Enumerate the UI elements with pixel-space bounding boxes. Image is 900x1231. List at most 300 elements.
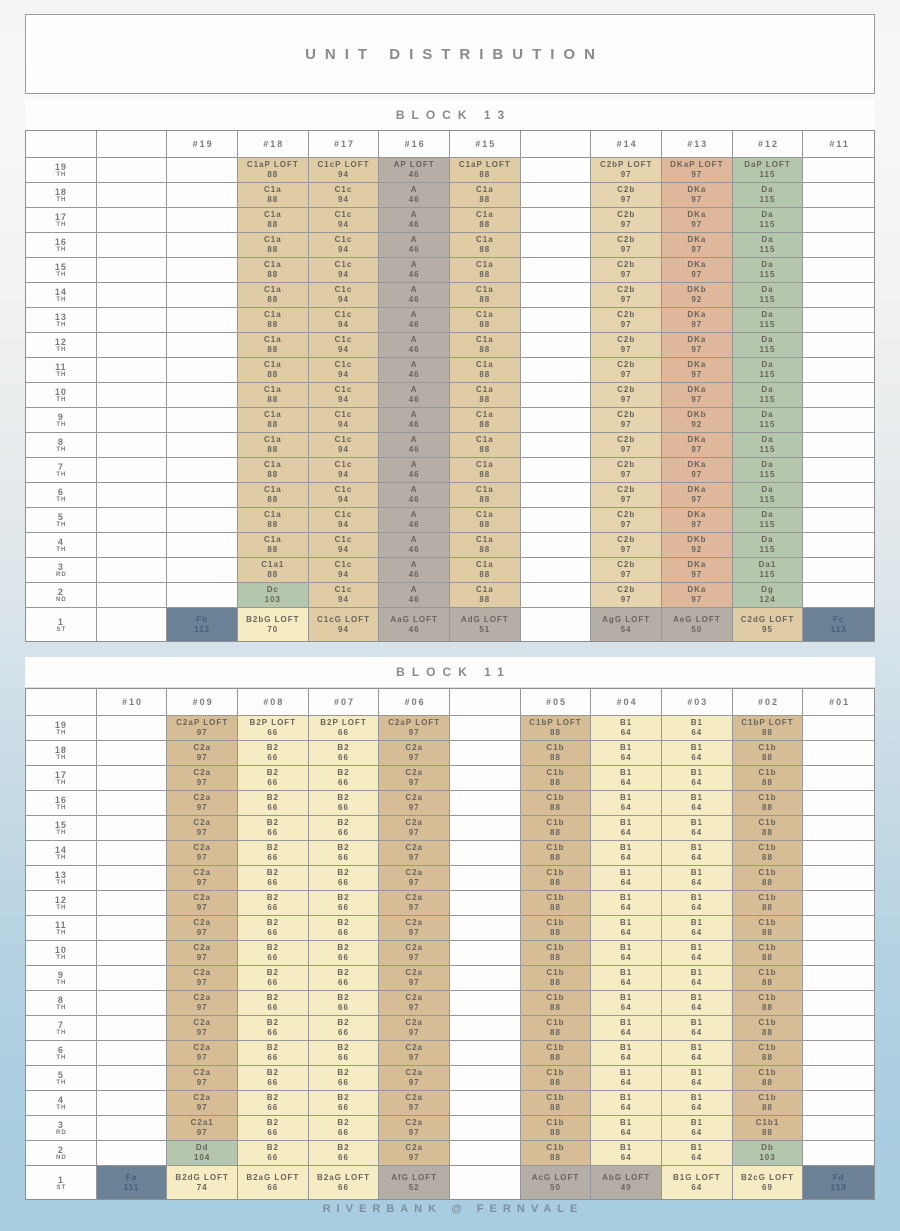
floor-label: 7 TH [26, 1016, 97, 1041]
unit-cell [662, 333, 733, 358]
empty-cell [803, 558, 874, 583]
unit-type: B2 [337, 793, 350, 802]
unit-cell [662, 991, 733, 1016]
empty-cell [803, 841, 874, 866]
unit-type: C1a [263, 410, 282, 419]
empty-cell [167, 583, 238, 608]
unit-cell [733, 483, 804, 508]
unit-type: C2b [617, 210, 636, 219]
unit-cell [97, 1166, 168, 1199]
unit-type: DKaP LOFT [670, 160, 724, 169]
unit-cell [521, 1166, 592, 1199]
empty-cell [97, 1141, 168, 1166]
unit-area: 97 [691, 395, 703, 404]
unit-cell [733, 158, 804, 183]
unit-area: 88 [550, 928, 561, 937]
unit-area: 88 [267, 320, 279, 329]
empty-cell [97, 816, 168, 841]
unit-cell [309, 508, 380, 533]
unit-cell [238, 741, 309, 766]
unit-cell [591, 1041, 662, 1066]
unit-cell [167, 916, 238, 941]
unit-area: 88 [550, 828, 561, 837]
empty-cell [97, 408, 168, 433]
unit-area: 94 [338, 595, 349, 604]
unit-cell [309, 841, 380, 866]
floor-label: 14 TH [26, 841, 97, 866]
empty-cell [97, 1041, 168, 1066]
empty-cell [450, 816, 521, 841]
unit-cell [238, 941, 309, 966]
unit-cell [238, 258, 309, 283]
floor-label: 16 TH [26, 791, 97, 816]
unit-cell [591, 966, 662, 991]
unit-type: DKa [687, 585, 707, 594]
unit-type: C1c [334, 360, 353, 369]
unit-area: 88 [479, 245, 491, 254]
unit-area: 64 [620, 1028, 632, 1037]
unit-type: C2a [405, 1143, 423, 1152]
unit-area: 97 [691, 595, 703, 604]
unit-area: 88 [762, 878, 773, 887]
empty-cell [803, 158, 874, 183]
empty-cell [450, 1041, 521, 1066]
unit-cell [591, 433, 662, 458]
unit-type: DKa [687, 360, 707, 369]
title-box [25, 14, 875, 94]
floor-row [26, 766, 874, 791]
unit-area: 88 [550, 1103, 561, 1112]
unit-type: B1 [620, 1043, 633, 1052]
unit-type: C1b [546, 1093, 565, 1102]
unit-cell [591, 916, 662, 941]
unit-area: 97 [620, 320, 632, 329]
unit-type: C1b [758, 893, 777, 902]
unit-type: C2a [405, 918, 423, 927]
unit-type: C2a [405, 1093, 423, 1102]
unit-area: 97 [408, 1053, 420, 1062]
unit-cell [238, 583, 309, 608]
unit-area: 64 [620, 1128, 632, 1137]
unit-area: 46 [408, 445, 420, 454]
unit-area: 94 [338, 470, 349, 479]
unit-area: 46 [408, 495, 420, 504]
unit-area: 64 [691, 753, 703, 762]
unit-type: B1 [620, 743, 633, 752]
floor-row [26, 966, 874, 991]
unit-type: C1a [475, 385, 494, 394]
unit-area: 46 [408, 545, 420, 554]
empty-cell [97, 558, 168, 583]
unit-area: 88 [479, 220, 491, 229]
unit-area: 66 [338, 928, 349, 937]
empty-cell [97, 458, 168, 483]
unit-type: C1b1 [755, 1118, 780, 1127]
unit-type: B1 [620, 918, 633, 927]
unit-cell [733, 1016, 804, 1041]
floor-row [26, 1166, 874, 1199]
unit-area: 66 [338, 828, 349, 837]
floor-row [26, 891, 874, 916]
unit-area: 46 [408, 220, 420, 229]
unit-cell [309, 891, 380, 916]
unit-type: C1b [758, 793, 777, 802]
unit-type: A [410, 335, 418, 344]
floor-label: 4 TH [26, 533, 97, 558]
unit-type: DKa [687, 235, 707, 244]
unit-cell [238, 866, 309, 891]
unit-type: C2a [193, 993, 211, 1002]
unit-cell [591, 1016, 662, 1041]
unit-cell [591, 1141, 662, 1166]
unit-area: 88 [267, 295, 279, 304]
unit-type: C2b [617, 310, 636, 319]
unit-cell [733, 433, 804, 458]
unit-area: 64 [620, 778, 632, 787]
unit-cell [662, 1066, 733, 1091]
empty-cell [803, 916, 874, 941]
empty-cell [97, 258, 168, 283]
unit-type: Da [761, 435, 774, 444]
unit-cell [733, 841, 804, 866]
floor-label: 15 TH [26, 816, 97, 841]
floor-row [26, 916, 874, 941]
floor-row [26, 841, 874, 866]
unit-area: 88 [762, 903, 773, 912]
stack-header-row [26, 131, 874, 158]
unit-type: B1 [690, 993, 703, 1002]
unit-area: 115 [759, 470, 776, 479]
unit-cell [379, 941, 450, 966]
unit-area: 97 [620, 495, 632, 504]
unit-cell [450, 508, 521, 533]
stack-label-02: #02 [733, 689, 804, 716]
unit-type: B2 [337, 743, 350, 752]
unit-cell [733, 533, 804, 558]
unit-cell [733, 1116, 804, 1141]
floor-label: 9 TH [26, 966, 97, 991]
unit-area: 88 [550, 753, 561, 762]
unit-area: 64 [691, 978, 703, 987]
floor-label: 17 TH [26, 208, 97, 233]
unit-cell [733, 458, 804, 483]
unit-cell [733, 916, 804, 941]
unit-cell [521, 991, 592, 1016]
unit-area: 103 [264, 595, 281, 604]
unit-area: 66 [338, 978, 349, 987]
unit-cell [521, 766, 592, 791]
unit-cell [167, 941, 238, 966]
stack-label-13: #13 [662, 131, 733, 158]
unit-area: 64 [620, 1053, 632, 1062]
empty-cell [97, 1066, 168, 1091]
unit-type: C1b [546, 768, 565, 777]
unit-cell [379, 583, 450, 608]
unit-type: C2a [405, 743, 423, 752]
empty-cell [97, 483, 168, 508]
unit-type: C1b [546, 868, 565, 877]
unit-type: Da [761, 335, 774, 344]
unit-type: C2a [405, 1068, 423, 1077]
unit-area: 66 [267, 1103, 279, 1112]
unit-type: C1a [263, 485, 282, 494]
unit-cell [591, 841, 662, 866]
unit-type: C2a [193, 743, 211, 752]
unit-type: C2a [193, 943, 211, 952]
unit-area: 64 [691, 778, 703, 787]
unit-type: C1b [546, 843, 565, 852]
floor-row [26, 866, 874, 891]
unit-cell [309, 533, 380, 558]
unit-area: 88 [267, 270, 279, 279]
empty-cell [167, 158, 238, 183]
unit-area: 88 [267, 420, 279, 429]
unit-type: B2aG LOFT [246, 1172, 300, 1182]
unit-cell [309, 358, 380, 383]
unit-type: B2 [337, 1093, 350, 1102]
unit-cell [591, 233, 662, 258]
stack-label-01: #01 [803, 689, 874, 716]
unit-area: 66 [338, 1182, 349, 1192]
unit-cell [309, 966, 380, 991]
unit-cell [450, 358, 521, 383]
page-title: UNIT DISTRIBUTION [305, 45, 604, 63]
unit-area: 66 [267, 728, 279, 737]
empty-cell [803, 333, 874, 358]
empty-cell [167, 533, 238, 558]
unit-type: C2a [193, 893, 211, 902]
unit-area: 115 [759, 320, 776, 329]
floor-row [26, 483, 874, 508]
unit-area: 46 [408, 295, 420, 304]
unit-area: 66 [267, 903, 279, 912]
empty-cell [803, 866, 874, 891]
unit-cell [309, 408, 380, 433]
floor-row [26, 158, 874, 183]
unit-cell [733, 966, 804, 991]
unit-cell [309, 916, 380, 941]
empty-cell [97, 183, 168, 208]
unit-area: 88 [762, 1003, 773, 1012]
unit-cell [238, 1091, 309, 1116]
corner-cell [26, 131, 97, 158]
unit-cell [167, 991, 238, 1016]
unit-area: 115 [759, 370, 776, 379]
empty-cell [450, 1091, 521, 1116]
unit-type: C1a [263, 210, 282, 219]
empty-cell [803, 941, 874, 966]
unit-type: C1b [758, 943, 777, 952]
unit-cell [733, 508, 804, 533]
unit-cell [591, 1116, 662, 1141]
floor-label: 17 TH [26, 766, 97, 791]
unit-cell [662, 816, 733, 841]
empty-cell [97, 766, 168, 791]
empty-cell [450, 1016, 521, 1041]
unit-type: A [410, 360, 418, 369]
unit-type: B1 [620, 768, 633, 777]
floor-label: 5 TH [26, 508, 97, 533]
unit-cell [379, 1091, 450, 1116]
floor-row [26, 816, 874, 841]
unit-type: C1b [758, 918, 777, 927]
unit-area: 88 [479, 570, 491, 579]
unit-type: C1c [334, 285, 353, 294]
unit-area: 88 [479, 270, 491, 279]
unit-type: C1b [546, 793, 565, 802]
unit-area: 64 [691, 1078, 703, 1087]
unit-area: 64 [691, 728, 703, 737]
unit-cell [309, 1041, 380, 1066]
unit-cell [379, 483, 450, 508]
unit-cell [379, 208, 450, 233]
unit-cell [591, 1091, 662, 1116]
unit-type: DKa [687, 185, 707, 194]
unit-type: C1a [263, 235, 282, 244]
unit-area: 46 [408, 345, 420, 354]
unit-type: C2a [193, 768, 211, 777]
unit-area: 97 [691, 270, 703, 279]
unit-type: DKa [687, 560, 707, 569]
unit-cell [662, 1091, 733, 1116]
unit-area: 88 [479, 295, 491, 304]
unit-area: 66 [267, 753, 279, 762]
empty-cell [97, 841, 168, 866]
unit-type: A [410, 435, 418, 444]
unit-type: C1a [263, 260, 282, 269]
unit-area: 94 [338, 445, 349, 454]
unit-type: DKa [687, 210, 707, 219]
unit-cell [662, 283, 733, 308]
unit-cell [591, 866, 662, 891]
unit-area: 66 [267, 803, 279, 812]
empty-cell [167, 383, 238, 408]
unit-area: 94 [338, 420, 349, 429]
unit-cell [379, 283, 450, 308]
unit-area: 46 [408, 595, 420, 604]
unit-type: B2P LOFT [249, 718, 297, 727]
unit-cell [662, 508, 733, 533]
unit-area: 111 [123, 1182, 140, 1192]
spacer-cell [450, 689, 521, 716]
empty-cell [803, 408, 874, 433]
floor-label: 10 TH [26, 941, 97, 966]
unit-type: B2 [266, 1118, 279, 1127]
floor-label: 6 TH [26, 483, 97, 508]
unit-type: B1 [620, 818, 633, 827]
unit-cell [662, 433, 733, 458]
unit-type: C1c [334, 185, 353, 194]
unit-type: B1 [620, 893, 633, 902]
unit-area: 66 [338, 1028, 349, 1037]
unit-area: 97 [408, 1078, 420, 1087]
unit-cell [662, 183, 733, 208]
floor-label: 1 ST [26, 608, 97, 641]
unit-type: Da [761, 460, 774, 469]
unit-area: 97 [196, 1003, 208, 1012]
unit-area: 88 [550, 978, 561, 987]
unit-area: 88 [479, 370, 491, 379]
stack-label-05: #05 [521, 689, 592, 716]
unit-type: A [410, 210, 418, 219]
unit-type: Fb [196, 614, 209, 624]
unit-area: 64 [620, 828, 632, 837]
unit-cell [167, 1166, 238, 1199]
empty-cell [450, 741, 521, 766]
empty-cell [521, 383, 592, 408]
floor-label: 4 TH [26, 1091, 97, 1116]
empty-cell [97, 508, 168, 533]
unit-area: 113 [194, 624, 211, 634]
unit-cell [379, 1166, 450, 1199]
unit-type: A [410, 260, 418, 269]
unit-cell [662, 766, 733, 791]
stack-label-12: #12 [733, 131, 804, 158]
unit-cell [379, 841, 450, 866]
unit-area: 88 [479, 520, 491, 529]
unit-type: B2 [337, 893, 350, 902]
unit-cell [450, 458, 521, 483]
unit-cell [733, 991, 804, 1016]
unit-type: Da [761, 210, 774, 219]
unit-area: 94 [338, 320, 349, 329]
unit-type: C1a [263, 435, 282, 444]
unit-area: 88 [267, 245, 279, 254]
empty-cell [97, 716, 168, 741]
unit-cell [309, 816, 380, 841]
unit-cell [379, 508, 450, 533]
unit-cell [521, 966, 592, 991]
unit-cell [662, 558, 733, 583]
unit-area: 50 [550, 1182, 561, 1192]
unit-type: C1b [758, 1043, 777, 1052]
unit-cell [238, 433, 309, 458]
unit-type: C2b [617, 410, 636, 419]
unit-area: 66 [338, 803, 349, 812]
unit-area: 49 [620, 1182, 632, 1192]
empty-cell [521, 333, 592, 358]
unit-type: C1b [546, 918, 565, 927]
stack-label-15: #15 [450, 131, 521, 158]
unit-type: C1b [546, 968, 565, 977]
unit-area: 88 [479, 345, 491, 354]
empty-cell [803, 816, 874, 841]
block-13-band [25, 100, 875, 130]
unit-type: C1a [263, 360, 282, 369]
unit-area: 97 [408, 878, 420, 887]
unit-area: 88 [762, 953, 773, 962]
unit-type: C2b [617, 560, 636, 569]
unit-type: B2 [337, 818, 350, 827]
empty-cell [521, 508, 592, 533]
empty-cell [97, 1091, 168, 1116]
unit-cell [379, 716, 450, 741]
unit-area: 64 [620, 728, 632, 737]
unit-type: A [410, 310, 418, 319]
unit-type: C2a [405, 1043, 423, 1052]
unit-type: AcG LOFT [531, 1172, 580, 1182]
unit-type: B2cG LOFT [740, 1172, 794, 1182]
unit-type: Da [761, 185, 774, 194]
unit-cell [167, 1141, 238, 1166]
block-13-title: BLOCK 13 [395, 108, 512, 122]
unit-area: 115 [759, 395, 776, 404]
unit-area: 66 [267, 1053, 279, 1062]
unit-area: 46 [408, 570, 420, 579]
unit-area: 95 [762, 624, 773, 634]
unit-area: 64 [620, 803, 632, 812]
empty-cell [450, 841, 521, 866]
